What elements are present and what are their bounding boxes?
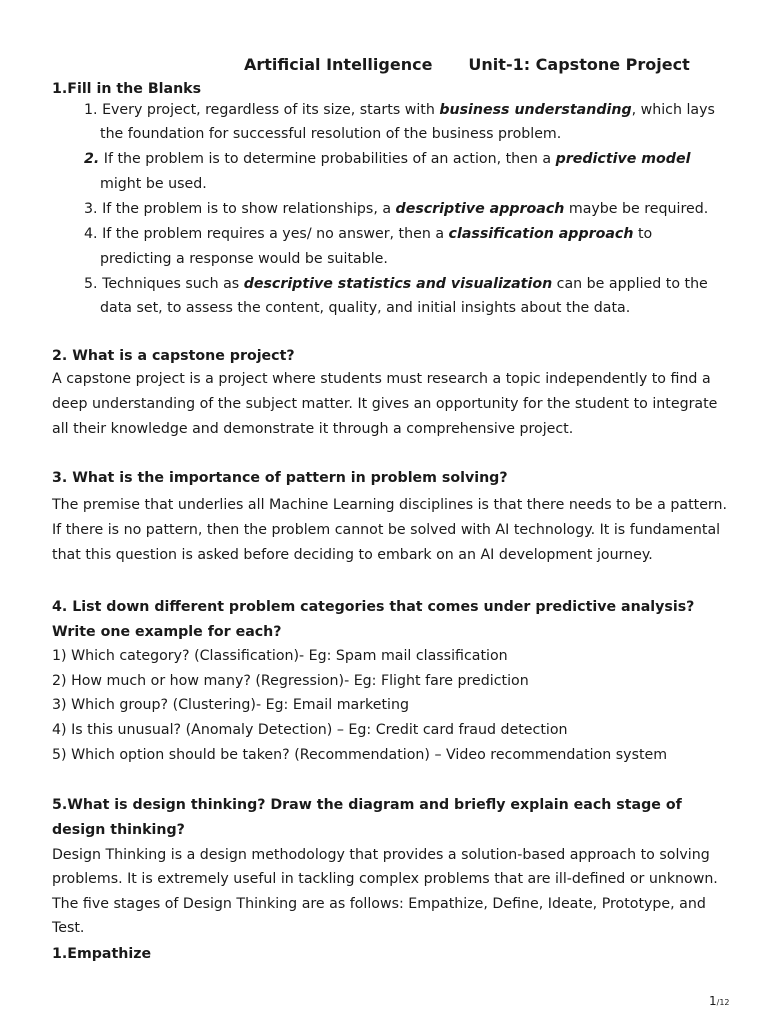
q3-heading-text: What is the importance of pattern in problem solving? <box>72 470 508 486</box>
q5-heading <box>52 795 682 815</box>
q1-item-1-number: 1. <box>84 102 98 118</box>
q5-number: 5. <box>52 797 68 813</box>
q4-line-5: 5) Which option should be taken? (Recommendation) – Video recommendation system <box>52 747 668 763</box>
q1-item-5-answer: descriptive statistics and visualization <box>243 276 553 292</box>
q1-item-4-answer: classification approach <box>448 226 634 242</box>
q4-line-3: 3) Which group? (Clustering)- Eg: Email marketing <box>52 697 409 713</box>
q1-item-2-number: 2. <box>84 151 100 167</box>
q1-item-5-text-c: can be applied to the <box>552 276 708 292</box>
q1-item-3-answer: descriptive approach <box>395 201 565 217</box>
title-unit: Unit-1: Capstone Project <box>468 55 690 74</box>
q5-heading-cont: design thinking? <box>52 822 185 838</box>
q1-item-3-text-a: If the problem is to show relationships, a <box>102 201 396 217</box>
q2-number: 2. <box>52 348 68 364</box>
q4-line-2: 2) How much or how many? (Regression)- Eg: Flight fare prediction <box>52 673 529 689</box>
q1-item-5-number: 5. <box>84 276 98 292</box>
q1-item-3 <box>84 199 708 219</box>
q4-line-4: 4) Is this unusual? (Anomaly Detection) – Eg: Credit card fraud detection <box>52 722 568 738</box>
q1-item-3-number: 3. <box>84 201 98 217</box>
q1-item-2-cont: might be used. <box>100 176 207 192</box>
q5-line-2: problems. It is extremely useful in tackling complex problems that are ill-defined or unknown. <box>52 871 718 887</box>
q1-item-4-text-c: to <box>633 226 653 242</box>
q2-heading-text: What is a capstone project? <box>72 348 295 364</box>
q1-number: 1. <box>52 81 68 97</box>
q1-item-5-text-a: Techniques such as <box>102 276 244 292</box>
q1-heading <box>52 79 201 99</box>
title-subject: Artificial Intelligence <box>244 55 433 74</box>
q1-item-5-cont: data set, to assess the content, quality, and initial insights about the data. <box>100 300 631 316</box>
q5-line-1: Design Thinking is a design methodology that provides a solution-based approach to solving <box>52 847 710 863</box>
q1-item-2-text-a: If the problem is to determine probabilities of an action, then a <box>103 151 556 167</box>
q2-line-3: all their knowledge and demonstrate it through a comprehensive project. <box>52 421 574 437</box>
q3-heading <box>52 468 508 488</box>
q1-item-1-answer: business understanding <box>439 102 632 118</box>
q4-heading-text: List down different problem categories that comes under predictive analysis? <box>72 599 695 615</box>
q4-line-1: 1) Which category? (Classification)- Eg: Spam mail classification <box>52 648 508 664</box>
q4-number: 4. <box>52 599 68 615</box>
q2-line-1: A capstone project is a project where students must research a topic independently to find a <box>52 371 711 387</box>
q4-heading-cont: Write one example for each? <box>52 624 282 640</box>
q1-item-2 <box>84 149 690 169</box>
q3-line-2: If there is no pattern, then the problem cannot be solved with AI technology. It is fundamental <box>52 522 721 538</box>
q5-line-3: The five stages of Design Thinking are as follows: Empathize, Define, Ideate, Prototype, and <box>52 896 706 912</box>
page-title <box>244 55 690 74</box>
q1-item-4-number: 4. <box>84 226 98 242</box>
q1-item-2-answer: predictive model <box>555 151 691 167</box>
q1-item-1-text-a: Every project, regardless of its size, starts with <box>102 102 440 118</box>
q1-item-4-text-a: If the problem requires a yes/ no answer, then a <box>102 226 449 242</box>
page-number-current: 1 <box>709 994 717 1008</box>
q5-subheading: 1.Empathize <box>52 946 152 962</box>
q1-item-3-text-c: maybe be required. <box>564 201 709 217</box>
q1-item-1 <box>84 100 715 120</box>
q1-item-1-text-c: , which lays <box>631 102 715 118</box>
q5-heading-text: What is design thinking? Draw the diagram and briefly explain each stage of <box>67 797 682 813</box>
q1-heading-text: Fill in the Blanks <box>67 81 202 97</box>
page-number-total: /12 <box>716 998 730 1007</box>
q1-item-4-cont: predicting a response would be suitable. <box>100 251 388 267</box>
q3-line-1: The premise that underlies all Machine Learning disciplines is that there needs to be a pattern. <box>52 497 728 513</box>
q2-heading <box>52 346 295 366</box>
q1-item-1-cont: the foundation for successful resolution of the business problem. <box>100 126 562 142</box>
q5-line-4: Test. <box>52 920 85 936</box>
page-number <box>709 994 730 1008</box>
q3-line-3: that this question is asked before deciding to embark on an AI development journey. <box>52 547 653 563</box>
q3-number: 3. <box>52 470 68 486</box>
q1-item-5 <box>84 274 708 294</box>
q4-heading <box>52 597 694 617</box>
q1-item-4 <box>84 224 652 244</box>
q2-line-2: deep understanding of the subject matter. It gives an opportunity for the student to integrate <box>52 396 718 412</box>
